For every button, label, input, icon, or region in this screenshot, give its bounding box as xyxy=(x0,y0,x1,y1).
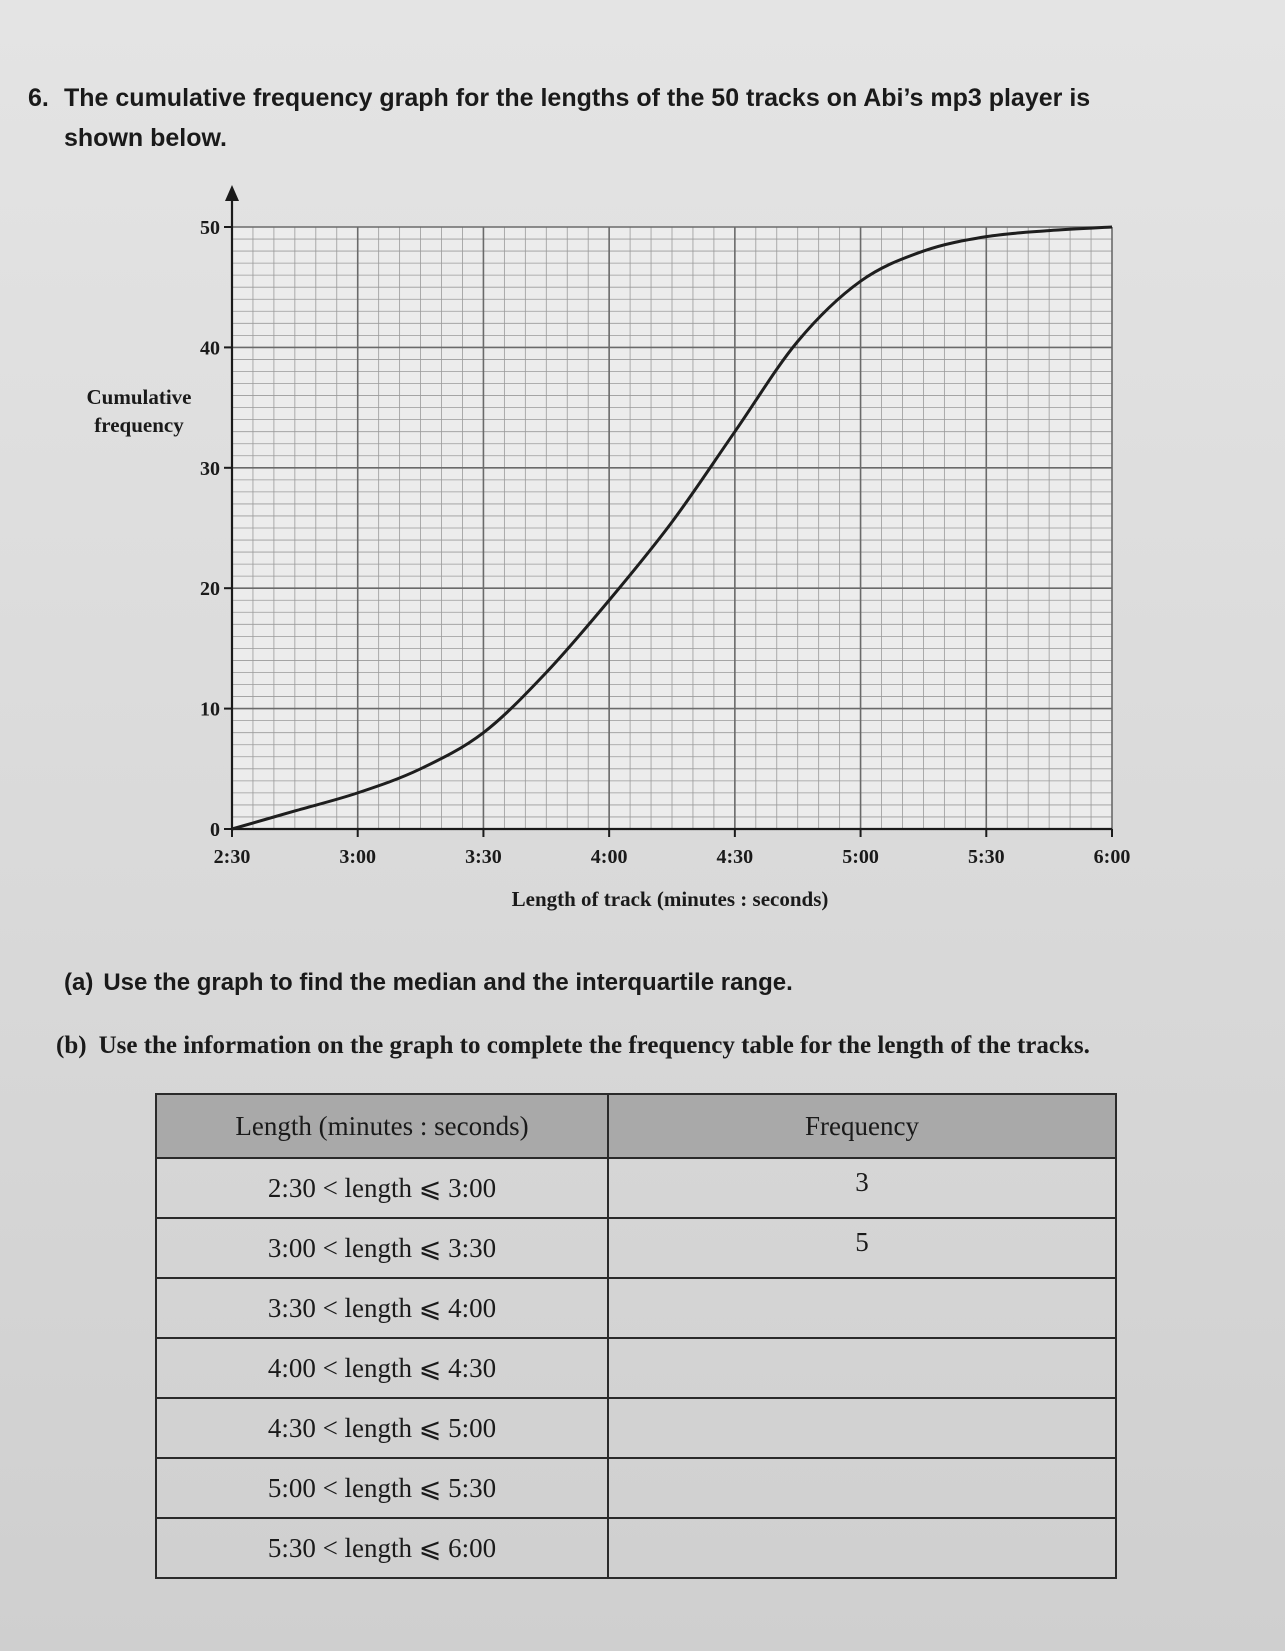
x-tick-label: 4:30 xyxy=(716,846,754,868)
x-tick-label: 5:00 xyxy=(842,846,879,868)
y-axis-title-text: Cumulative frequency xyxy=(86,385,192,437)
frequency-value: 5 xyxy=(855,1226,869,1257)
question-text-line-2: shown below. xyxy=(64,124,227,152)
part-a-text: Use the graph to find the median and the interquartile range. xyxy=(103,969,793,996)
x-tick-label: 6:00 xyxy=(1093,846,1131,868)
table-row xyxy=(156,1338,1116,1398)
x-tick-label: 4:00 xyxy=(590,846,628,868)
frequency-cell[interactable] xyxy=(608,1458,1116,1518)
length-cell: 3:30 < length ⩽ 4:00 xyxy=(156,1278,608,1338)
table-row xyxy=(156,1458,1116,1518)
length-cell: 2:30 < length ⩽ 3:00 xyxy=(156,1158,608,1218)
y-tick-label: 0 xyxy=(210,819,220,841)
part-b-text: Use the information on the graph to complete the frequency table for the length of the tracks. xyxy=(98,1032,1090,1059)
x-axis-title: Length of track (minutes : seconds) xyxy=(511,887,829,911)
frequency-cell[interactable] xyxy=(608,1338,1116,1398)
length-cell: 4:00 < length ⩽ 4:30 xyxy=(156,1338,608,1398)
x-tick-label: 3:30 xyxy=(465,846,502,868)
table-row xyxy=(156,1158,1116,1218)
y-tick-label: 50 xyxy=(200,217,220,239)
x-tick-label: 2:30 xyxy=(213,846,251,868)
part-a xyxy=(64,968,793,998)
x-tick-label: 3:00 xyxy=(339,846,377,868)
table-row xyxy=(156,1218,1116,1278)
length-cell: 4:30 < length ⩽ 5:00 xyxy=(156,1398,608,1458)
part-a-tag: (a) xyxy=(64,969,94,996)
part-b-tag: (b) xyxy=(56,1032,87,1059)
length-cell: 3:00 < length ⩽ 3:30 xyxy=(156,1218,608,1278)
question-number: 6. xyxy=(28,84,49,112)
y-tick-label: 40 xyxy=(200,337,220,360)
y-axis-title xyxy=(74,383,204,439)
header-length: Length (minutes : seconds) xyxy=(156,1094,608,1158)
x-tick-label: 5:30 xyxy=(967,846,1005,868)
table-row xyxy=(156,1518,1116,1578)
y-tick-label: 30 xyxy=(200,457,220,480)
frequency-cell[interactable] xyxy=(608,1518,1116,1578)
table-row xyxy=(156,1398,1116,1458)
y-axis-arrow xyxy=(225,185,239,201)
question-text-line-1: The cumulative frequency graph for the lengths of the 50 tracks on Abi’s mp3 player is xyxy=(64,84,1091,112)
frequency-table xyxy=(155,1093,1117,1579)
y-tick-label: 20 xyxy=(200,578,220,601)
frequency-cell[interactable] xyxy=(608,1158,1116,1218)
length-cell: 5:00 < length ⩽ 5:30 xyxy=(156,1458,608,1518)
table-header-row xyxy=(156,1094,1116,1158)
frequency-value: 3 xyxy=(855,1166,869,1197)
y-tick-label: 10 xyxy=(200,698,220,721)
frequency-cell[interactable] xyxy=(608,1398,1116,1458)
length-cell: 5:30 < length ⩽ 6:00 xyxy=(156,1518,608,1578)
frequency-cell[interactable] xyxy=(608,1278,1116,1338)
table-row xyxy=(156,1278,1116,1338)
header-frequency: Frequency xyxy=(608,1094,1116,1158)
part-b xyxy=(56,1031,1090,1061)
frequency-cell[interactable] xyxy=(608,1218,1116,1278)
